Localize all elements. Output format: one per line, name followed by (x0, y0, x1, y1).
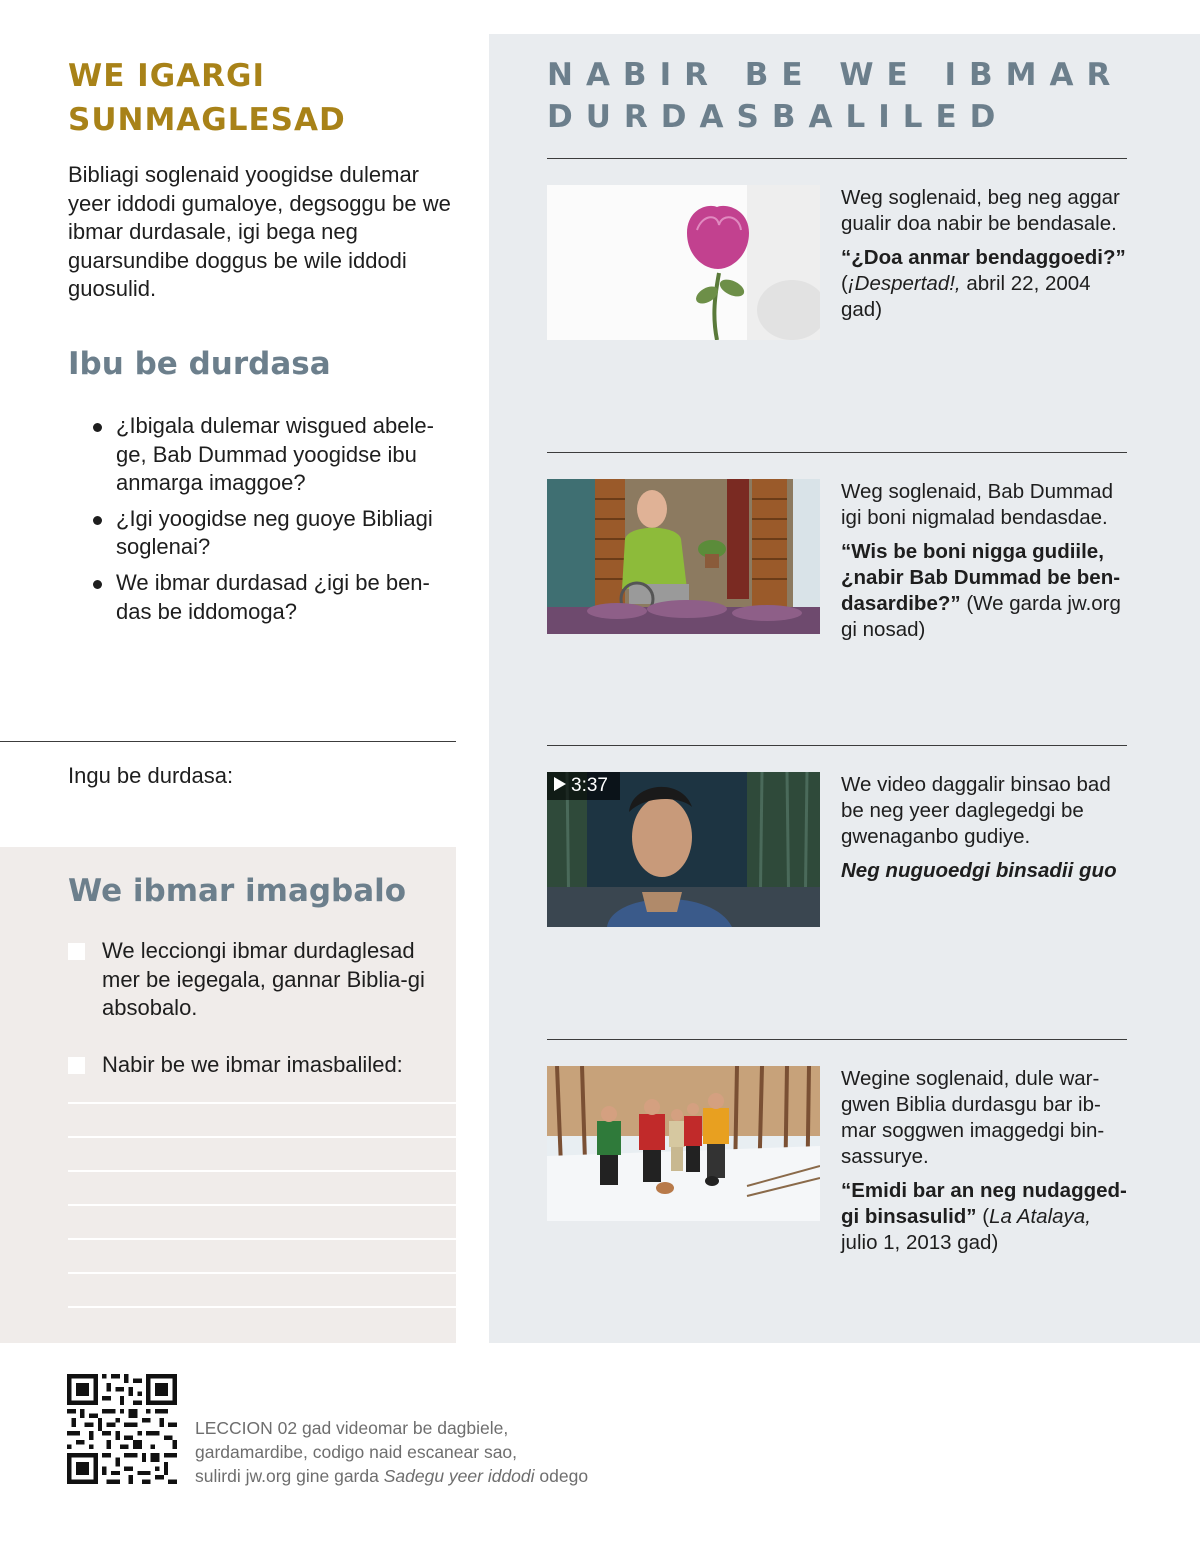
section-divider (0, 741, 456, 742)
man-in-wheelchair-photo[interactable] (547, 479, 820, 634)
article-title-link[interactable]: “Wis be boni nigga gudiile, ¿nabir Bab Dummad be ben-dasardibe?” (841, 540, 1121, 615)
checkbox[interactable] (68, 1057, 85, 1074)
writing-line[interactable] (68, 1238, 456, 1240)
goal-item (68, 1051, 438, 1080)
footer-line: LECCION 02 gad videomar be dagbiele, (195, 1418, 509, 1438)
review-item-text: ¿Igi yoogidse neg guoye Bibliagi soglenai? (116, 505, 433, 560)
article-title-link[interactable]: “Emidi bar an neg nudagged-gi binsasulid” (841, 1179, 1127, 1228)
footer-line: sulirdi jw.org gine garda Sadegu yeer iddodi odego (195, 1466, 589, 1486)
bullet-icon (93, 423, 102, 432)
resource-reference (841, 858, 1131, 884)
explore-panel (489, 34, 1200, 1343)
publication-name: Sadegu yeer iddodi (383, 1466, 535, 1486)
summary-text: Bibliagi soglenaid yoogidse dulemar yeer iddodi gumaloye, degsoggu be we ibmar durdasale, igi bega neg guarsundibe doggus be wile iddodi guosulid. (68, 162, 451, 302)
section-divider (547, 158, 1127, 159)
goals-heading: We ibmar imagbalo (68, 873, 407, 909)
writing-line[interactable] (68, 1272, 456, 1274)
video-duration: 3:37 (571, 775, 608, 796)
play-video-button[interactable] (547, 772, 620, 800)
section-divider (547, 1039, 1127, 1040)
publication-date: abril 22, 2004 gad) (841, 272, 1091, 321)
resource-text (841, 185, 1131, 323)
publication-date: julio 1, 2013 gad) (841, 1231, 999, 1254)
bullet-icon (93, 516, 102, 525)
qr-code[interactable] (67, 1374, 177, 1484)
footer-text (195, 1416, 715, 1488)
family-walking-in-snow-photo[interactable] (547, 1066, 820, 1221)
writing-line[interactable] (68, 1306, 456, 1308)
resource-description: Weg soglenaid, Bab Dummad igi boni nigmalad bendasdae. (841, 480, 1113, 529)
pink-flower-photo[interactable] (547, 185, 820, 340)
resource-text (841, 1066, 1131, 1256)
review-heading: Ibu be durdasa (68, 346, 331, 382)
checkbox[interactable] (68, 943, 85, 960)
resource-description: Weg soglenaid, beg neg aggar gualir doa nabir be bendasale. (841, 186, 1120, 235)
review-item-text: ¿Ibigala dulemar wisgued abele-ge, Bab Dummad yoogidse ibu anmarga imaggoe? (116, 413, 434, 496)
goal-item (68, 937, 438, 1023)
resource-text (841, 479, 1131, 643)
play-icon (554, 777, 566, 791)
section-divider (547, 745, 1127, 746)
resource-text (841, 772, 1131, 884)
review-list (90, 412, 455, 633)
review-item (90, 412, 455, 498)
publication-source: (We garda jw.org gi nosad) (841, 592, 1121, 641)
explore-title: NABIR BE WE IBMAR DURDASBALILED (547, 57, 1124, 135)
bullet-icon (93, 580, 102, 589)
review-item (90, 569, 455, 626)
writing-line[interactable] (68, 1204, 456, 1206)
goal-item-text: We lecciongi ibmar durdaglesad mer be iegegala, gannar Biblia-gi absobalo. (102, 938, 425, 1021)
video-title-link[interactable]: Neg nuguoedgi binsadii guo (841, 859, 1117, 882)
summary-title: WE IGARGI SUNMAGLESAD (68, 58, 346, 138)
resource-reference: “¿Doa anmar bendaggoedi?” (¡Despertad!, abril 22, 2004 gad) (841, 246, 1126, 321)
goal-item-text: Nabir be we ibmar imasbaliled: (102, 1052, 403, 1077)
man-looking-up-video[interactable] (547, 772, 820, 927)
publication-name: La Atalaya, (989, 1205, 1091, 1228)
resource-reference (841, 539, 1131, 643)
resource-reference: “Emidi bar an neg nudagged-gi binsasulid” (La Atalaya, julio 1, 2013 gad) (841, 1179, 1127, 1254)
writing-line[interactable] (68, 1136, 456, 1138)
footer-line: gardamardibe, codigo naid escanear sao, (195, 1442, 518, 1462)
review-item (90, 505, 455, 562)
resource-description: We video daggalir binsao bad be neg yeer daglegedgi be gwenaganbo gudiye. (841, 773, 1111, 848)
resource-description: Wegine soglenaid, dule war-gwen Biblia durdasgu bar ib-mar soggwen imaggedgi bin-sassurye. (841, 1067, 1105, 1168)
publication-name: ¡Despertad!, (847, 272, 961, 295)
section-divider (547, 452, 1127, 453)
article-title-link[interactable]: “¿Doa anmar bendaggoedi?” (841, 246, 1126, 269)
own-words-label: Ingu be durdasa: (68, 763, 234, 788)
goals-box (0, 847, 456, 1343)
writing-line[interactable] (68, 1102, 456, 1104)
review-item-text: We ibmar durdasad ¿igi be ben-das be iddomoga? (116, 569, 430, 624)
writing-line[interactable] (68, 1170, 456, 1172)
